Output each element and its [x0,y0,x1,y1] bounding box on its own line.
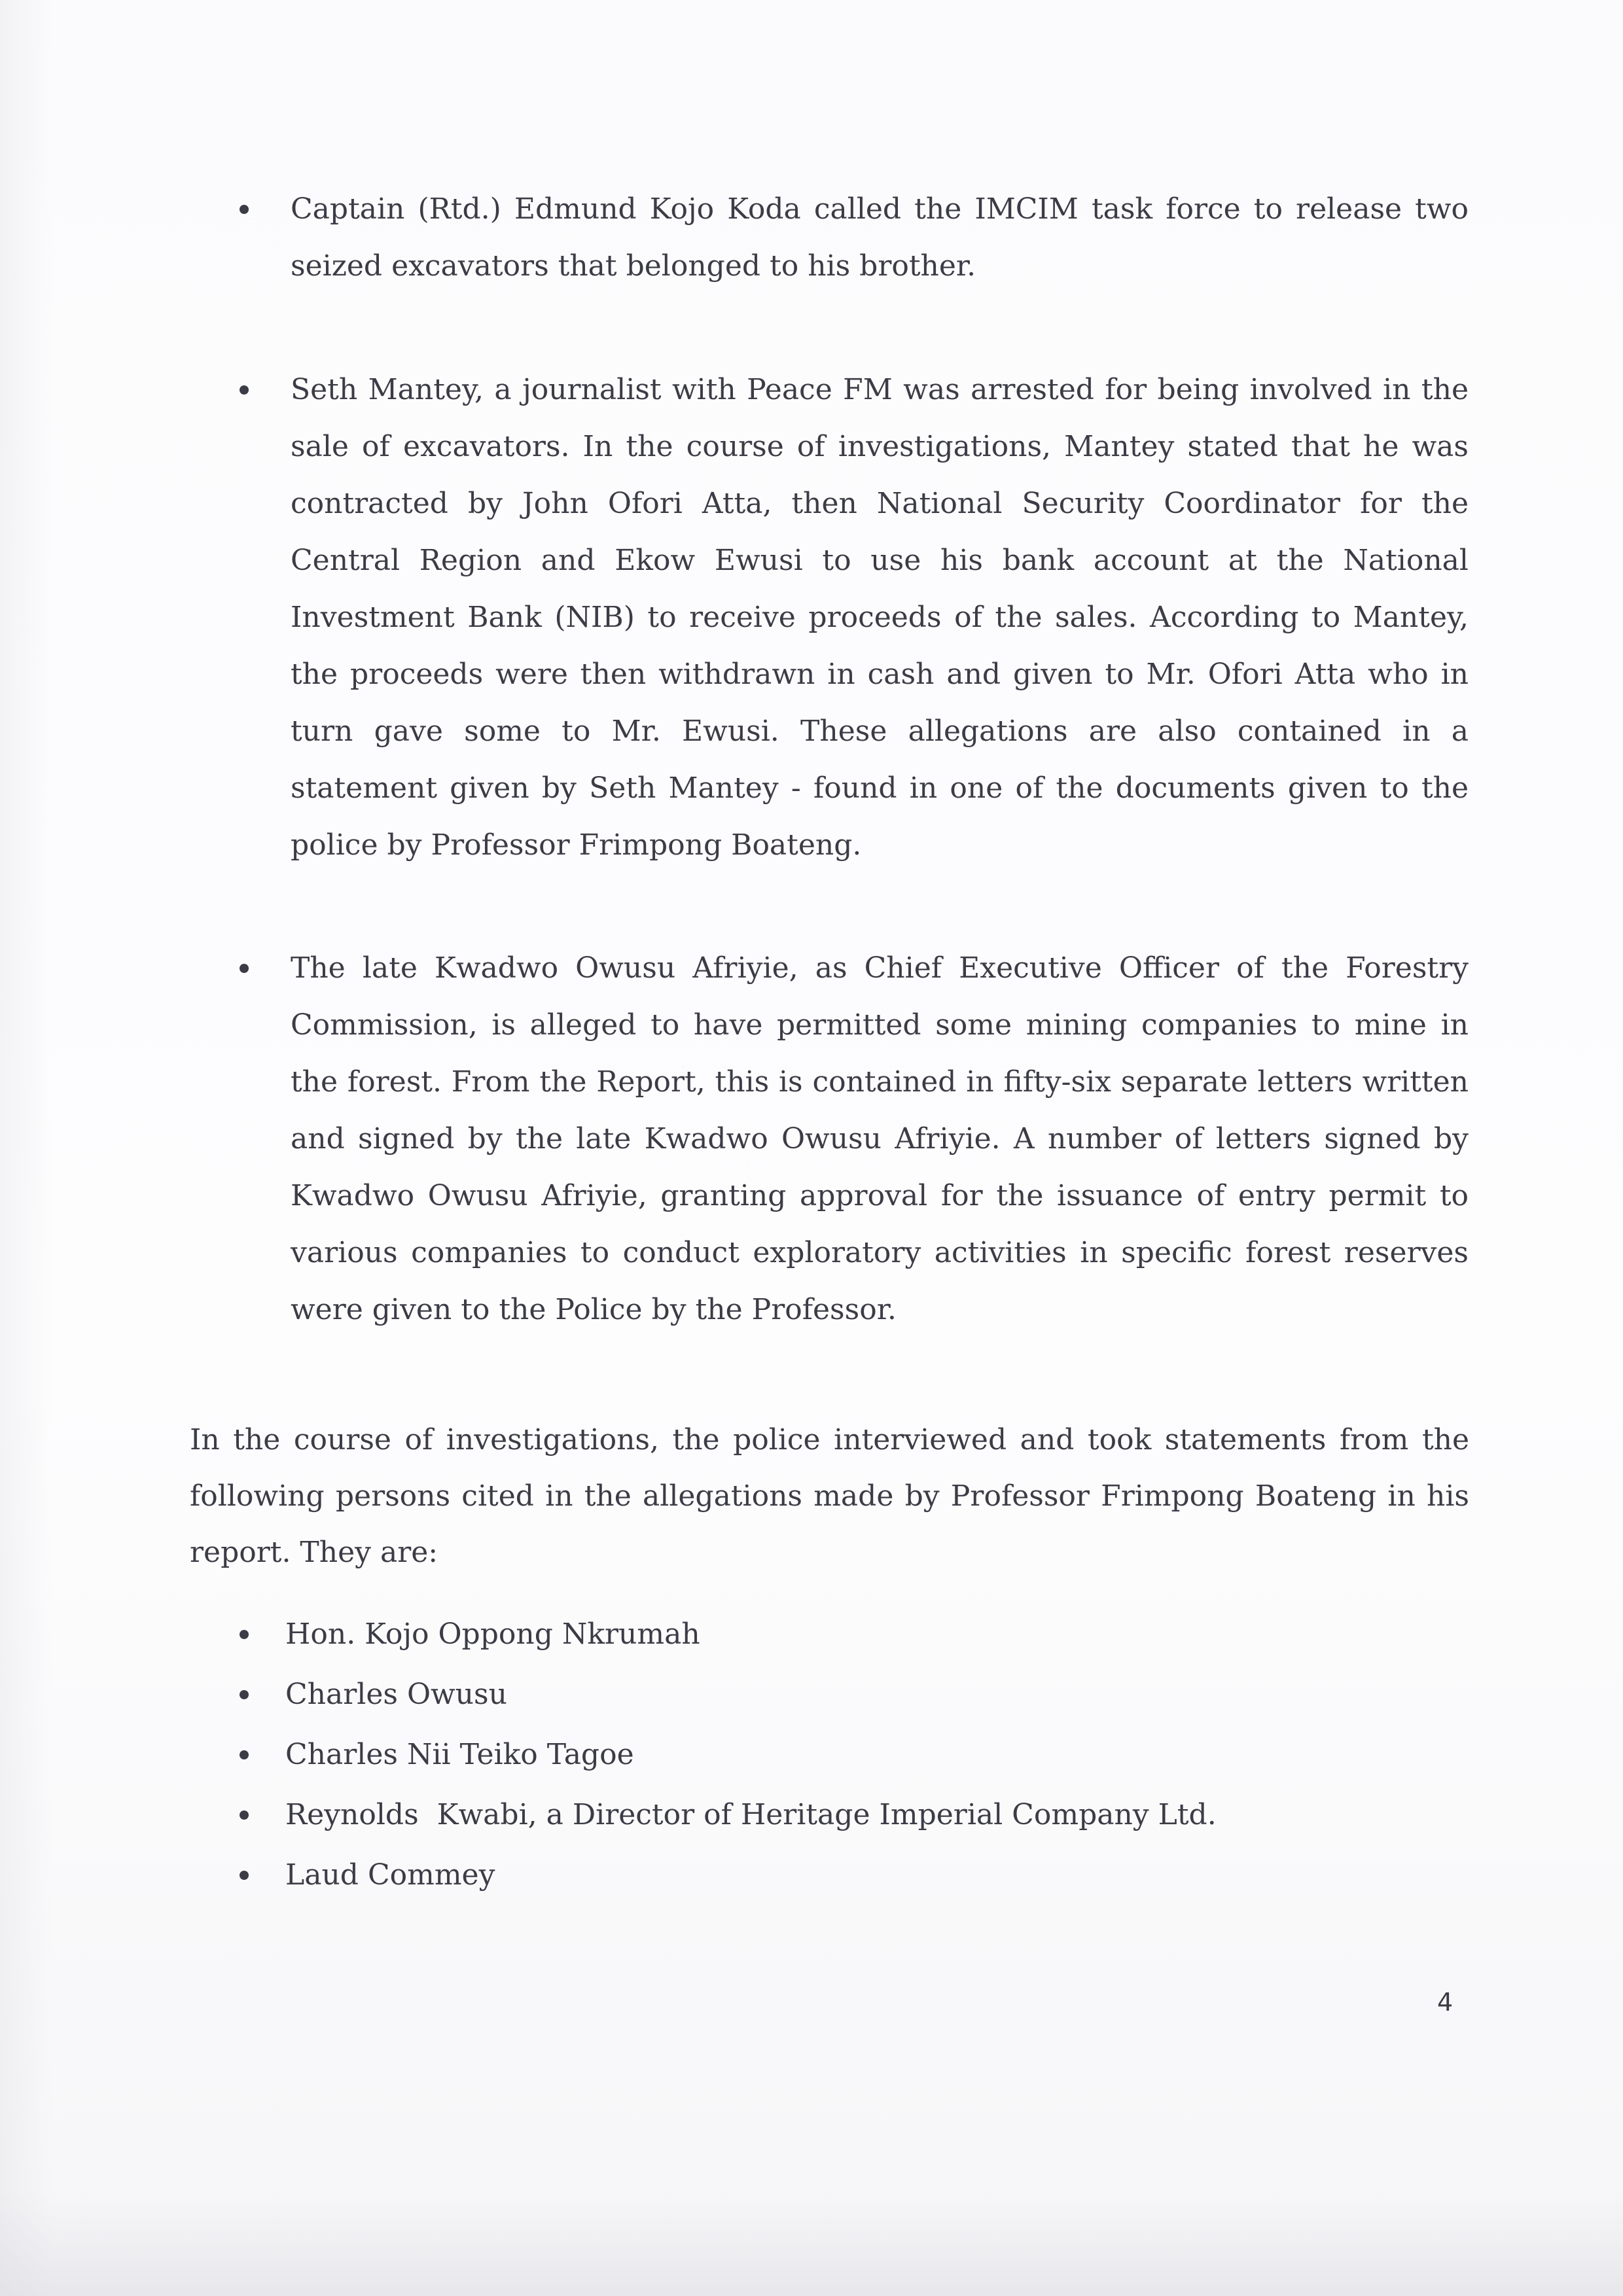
bullet-icon [240,205,249,214]
bullet-icon [240,1810,249,1820]
list-item [240,1785,1352,1845]
bullet-icon [240,964,249,973]
bullet-icon [240,1630,249,1639]
scan-shadow-bottom [0,2191,1623,2296]
persons-list [240,1604,1352,1905]
bullet-icon [240,1750,249,1759]
list-item [240,1604,1352,1665]
person-name: Laud Commey [285,1858,495,1892]
person-name: Charles Owusu [285,1678,507,1711]
person-name: Hon. Kojo Oppong Nkrumah [285,1617,700,1651]
list-item [240,1665,1352,1725]
list-item [240,1845,1352,1905]
person-name: Charles Nii Teiko Tagoe [285,1738,634,1771]
person-name: Reynolds Kwabi, a Director of Heritage Imperial Company Ltd. [285,1798,1217,1831]
bullet-text: Captain (Rtd.) Edmund Kojo Koda called the IMCIM task force to release two seized excavators that belonged to his brother. [291,192,1469,283]
scan-shadow-left [0,0,52,2296]
bullet-icon [240,385,249,395]
bullet-icon [240,1871,249,1880]
investigation-paragraph: In the course of investigations, the police interviewed and took statements from the following persons cited in the allegations made by Professor Frimpong Boateng in his report. They are: [190,1423,1469,1569]
page-number: 4 [1437,1988,1454,2017]
bullet-icon [240,1690,249,1699]
bullet-text: The late Kwadwo Owusu Afriyie, as Chief Executive Officer of the Forestry Commission, is alleged to have permitted some mining companies to mine in the forest. From the Report, this is contained in fifty-six separate letters written and signed by the late Kwadwo Owusu Afriyie. A number of letters signed by Kwadwo Owusu Afriyie, granting approval for the issuance of entry permit to various companies to conduct exploratory activities in specific forest reserves were given to the Police by the Professor. [291,951,1469,1326]
bullet-text: Seth Mantey, a journalist with Peace FM was arrested for being involved in the sale of excavators. In the course of investigations, Mantey stated that he was contracted by John Ofori Atta, then National Security Coordinator for the Central Region and Ekow Ewusi to use his bank account at the National Investment Bank (NIB) to receive proceeds of the sales. According to Mantey, the proceeds were then withdrawn in cash and given to Mr. Ofori Atta who in turn gave some to Mr. Ewusi. These allegations are also contained in a statement given by Seth Mantey - found in one of the documents given to the police by Professor Frimpong Boateng. [291,373,1469,862]
list-item [240,1725,1352,1785]
